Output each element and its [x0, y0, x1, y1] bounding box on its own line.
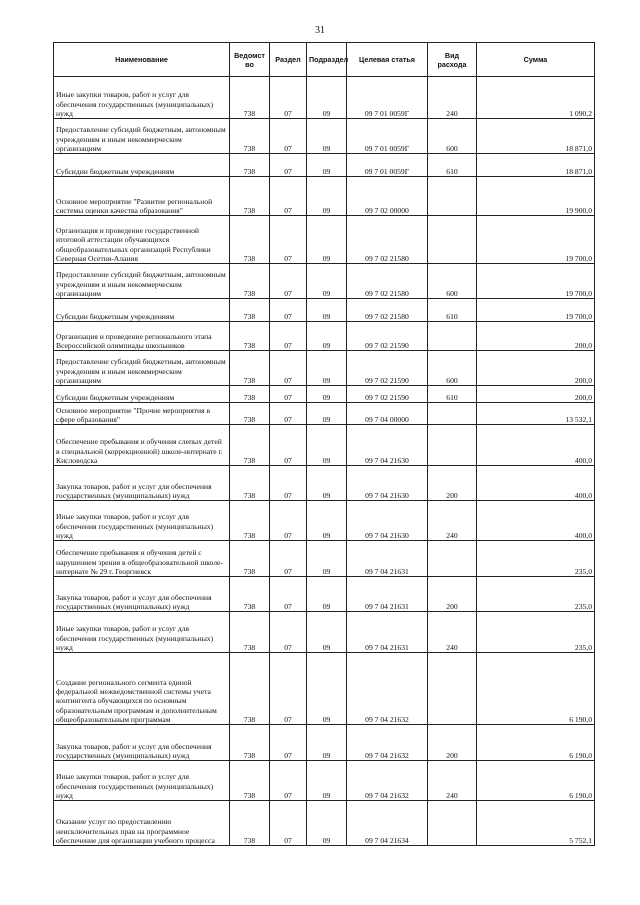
row-dept-cell: 738: [230, 119, 270, 154]
row-expense-type-cell: [428, 403, 477, 425]
row-section-cell: 07: [270, 119, 307, 154]
row-target-cell: 09 7 04 21632: [347, 725, 428, 761]
row-sum-cell: 18 871,0: [477, 154, 595, 177]
row-name-cell: Закупка товаров, работ и услуг для обеспечения государственных (муниципальных) нужд: [54, 466, 230, 501]
row-name-cell: Иные закупки товаров, работ и услуг для обеспечения государственных (муниципальных) нужд: [54, 612, 230, 653]
row-subsection-cell: 09: [307, 425, 347, 466]
row-target-cell: 09 7 04 21632: [347, 653, 428, 725]
table-row: [54, 177, 595, 216]
row-target-cell: 09 7 02 21580: [347, 216, 428, 264]
row-target-cell: 09 7 02 21580: [347, 264, 428, 299]
header-name: Наименование: [54, 43, 230, 77]
row-expense-type-cell: 240: [428, 501, 477, 541]
row-subsection-cell: 09: [307, 725, 347, 761]
row-dept-cell: 738: [230, 386, 270, 403]
row-section-cell: 07: [270, 501, 307, 541]
row-sum-cell: 235,0: [477, 541, 595, 577]
row-name-cell: Основное мероприятие "Прочие мероприятия в сфере образования": [54, 403, 230, 425]
row-dept-cell: 738: [230, 577, 270, 612]
row-subsection-cell: 09: [307, 577, 347, 612]
row-target-cell: 09 7 02 21590: [347, 351, 428, 386]
row-sum-cell: 19 900,0: [477, 177, 595, 216]
row-name-cell: Организация и проведение регионального этапа Всероссийской олимпиады школьников: [54, 322, 230, 351]
table-row: [54, 119, 595, 154]
header-expense-type: Вид расхода: [428, 43, 477, 77]
table-row: [54, 577, 595, 612]
row-dept-cell: 738: [230, 501, 270, 541]
row-name-cell: Предоставление субсидий бюджетным, автономным учреждениям и иным некоммерческим организациям: [54, 351, 230, 386]
row-subsection-cell: 09: [307, 77, 347, 119]
row-name-cell: Закупка товаров, работ и услуг для обеспечения государственных (муниципальных) нужд: [54, 725, 230, 761]
row-name-cell: Организация и проведение государственной итоговой аттестации обучающихся общеобразовательных организаций Республики Северная Осетия-Алания: [54, 216, 230, 264]
row-subsection-cell: 09: [307, 177, 347, 216]
row-target-cell: 09 7 01 0059Г: [347, 77, 428, 119]
row-target-cell: 09 7 04 00000: [347, 403, 428, 425]
row-sum-cell: 6 190,0: [477, 653, 595, 725]
row-section-cell: 07: [270, 725, 307, 761]
row-expense-type-cell: [428, 801, 477, 846]
table-header-row: [54, 43, 595, 77]
row-section-cell: 07: [270, 541, 307, 577]
row-name-cell: Оказание услуг по предоставлению неисключительных прав на программное обеспечение для организации учебного процесса: [54, 801, 230, 846]
row-expense-type-cell: 240: [428, 612, 477, 653]
row-expense-type-cell: 600: [428, 264, 477, 299]
header-dept: Ведомст во: [230, 43, 270, 77]
row-subsection-cell: 09: [307, 154, 347, 177]
row-sum-cell: 235,0: [477, 612, 595, 653]
row-section-cell: 07: [270, 351, 307, 386]
table-row: [54, 425, 595, 466]
row-target-cell: 09 7 04 21630: [347, 425, 428, 466]
row-section-cell: 07: [270, 403, 307, 425]
row-dept-cell: 738: [230, 77, 270, 119]
table-row: [54, 299, 595, 322]
row-subsection-cell: 09: [307, 501, 347, 541]
row-dept-cell: 738: [230, 216, 270, 264]
row-section-cell: 07: [270, 77, 307, 119]
row-sum-cell: 1 090,2: [477, 77, 595, 119]
row-target-cell: 09 7 02 21590: [347, 386, 428, 403]
row-section-cell: 07: [270, 577, 307, 612]
row-section-cell: 07: [270, 154, 307, 177]
table-row: [54, 541, 595, 577]
row-section-cell: 07: [270, 466, 307, 501]
row-expense-type-cell: [428, 425, 477, 466]
table-row: [54, 612, 595, 653]
table-row: [54, 386, 595, 403]
row-target-cell: 09 7 04 21631: [347, 612, 428, 653]
row-expense-type-cell: [428, 177, 477, 216]
row-name-cell: Закупка товаров, работ и услуг для обеспечения государственных (муниципальных) нужд: [54, 577, 230, 612]
row-subsection-cell: 09: [307, 612, 347, 653]
row-subsection-cell: 09: [307, 403, 347, 425]
row-sum-cell: 400,0: [477, 425, 595, 466]
row-expense-type-cell: 240: [428, 77, 477, 119]
row-sum-cell: 18 871,0: [477, 119, 595, 154]
row-expense-type-cell: [428, 541, 477, 577]
row-dept-cell: 738: [230, 466, 270, 501]
row-dept-cell: 738: [230, 801, 270, 846]
row-section-cell: 07: [270, 177, 307, 216]
row-expense-type-cell: [428, 216, 477, 264]
row-section-cell: 07: [270, 653, 307, 725]
row-section-cell: 07: [270, 299, 307, 322]
table-row: [54, 761, 595, 801]
row-dept-cell: 738: [230, 403, 270, 425]
table-row: [54, 653, 595, 725]
header-target: Целевая статья: [347, 43, 428, 77]
row-expense-type-cell: 600: [428, 351, 477, 386]
row-subsection-cell: 09: [307, 322, 347, 351]
table-row: [54, 403, 595, 425]
row-section-cell: 07: [270, 386, 307, 403]
row-target-cell: 09 7 02 21590: [347, 322, 428, 351]
row-sum-cell: 19 700,0: [477, 216, 595, 264]
row-sum-cell: 6 190,0: [477, 761, 595, 801]
table-row: [54, 466, 595, 501]
header-section: Раздел: [270, 43, 307, 77]
row-name-cell: Создание регионального сегмента единой федеральной межведомственной системы учета контингента обучающихся по основным образовательным программам и дополнительным общеобразовательным программам: [54, 653, 230, 725]
row-dept-cell: 738: [230, 351, 270, 386]
row-name-cell: Субсидии бюджетным учреждениям: [54, 386, 230, 403]
row-subsection-cell: 09: [307, 299, 347, 322]
row-target-cell: 09 7 01 0059Г: [347, 119, 428, 154]
row-section-cell: 07: [270, 761, 307, 801]
row-expense-type-cell: 610: [428, 154, 477, 177]
row-name-cell: Основное мероприятие "Развитие региональной системы оценки качества образования": [54, 177, 230, 216]
row-dept-cell: 738: [230, 612, 270, 653]
table-row: [54, 351, 595, 386]
row-subsection-cell: 09: [307, 761, 347, 801]
row-subsection-cell: 09: [307, 466, 347, 501]
row-target-cell: 09 7 04 21630: [347, 501, 428, 541]
row-subsection-cell: 09: [307, 216, 347, 264]
row-dept-cell: 738: [230, 264, 270, 299]
row-name-cell: Предоставление субсидий бюджетным, автономным учреждениям и иным некоммерческим организациям: [54, 264, 230, 299]
row-expense-type-cell: 240: [428, 761, 477, 801]
row-dept-cell: 738: [230, 653, 270, 725]
row-section-cell: 07: [270, 322, 307, 351]
row-target-cell: 09 7 04 21630: [347, 466, 428, 501]
row-subsection-cell: 09: [307, 264, 347, 299]
row-expense-type-cell: 200: [428, 577, 477, 612]
row-expense-type-cell: [428, 322, 477, 351]
row-expense-type-cell: 200: [428, 725, 477, 761]
row-section-cell: 07: [270, 612, 307, 653]
row-subsection-cell: 09: [307, 653, 347, 725]
row-target-cell: 09 7 02 00000: [347, 177, 428, 216]
header-sum: Сумма: [477, 43, 595, 77]
table-row: [54, 264, 595, 299]
row-name-cell: Обеспечение пребывания и обучения детей с нарушением зрения в общеобразовательной школе-интернате № 29 г. Георгиевск: [54, 541, 230, 577]
row-name-cell: Субсидии бюджетным учреждениям: [54, 299, 230, 322]
row-expense-type-cell: [428, 653, 477, 725]
row-sum-cell: 200,0: [477, 351, 595, 386]
row-dept-cell: 738: [230, 761, 270, 801]
row-dept-cell: 738: [230, 154, 270, 177]
table-row: [54, 216, 595, 264]
row-section-cell: 07: [270, 801, 307, 846]
row-subsection-cell: 09: [307, 541, 347, 577]
row-subsection-cell: 09: [307, 351, 347, 386]
row-name-cell: Иные закупки товаров, работ и услуг для обеспечения государственных (муниципальных) нужд: [54, 77, 230, 119]
row-dept-cell: 738: [230, 177, 270, 216]
row-section-cell: 07: [270, 425, 307, 466]
row-target-cell: 09 7 04 21631: [347, 577, 428, 612]
row-sum-cell: 400,0: [477, 501, 595, 541]
row-expense-type-cell: 610: [428, 386, 477, 403]
row-dept-cell: 738: [230, 541, 270, 577]
row-sum-cell: 19 700,0: [477, 264, 595, 299]
row-subsection-cell: 09: [307, 386, 347, 403]
table-row: [54, 322, 595, 351]
table-row: [54, 154, 595, 177]
row-target-cell: 09 7 04 21632: [347, 761, 428, 801]
table-row: [54, 725, 595, 761]
row-dept-cell: 738: [230, 425, 270, 466]
row-subsection-cell: 09: [307, 119, 347, 154]
row-name-cell: Иные закупки товаров, работ и услуг для обеспечения государственных (муниципальных) нужд: [54, 761, 230, 801]
row-section-cell: 07: [270, 264, 307, 299]
row-sum-cell: 19 700,0: [477, 299, 595, 322]
row-sum-cell: 235,0: [477, 577, 595, 612]
row-expense-type-cell: 610: [428, 299, 477, 322]
row-sum-cell: 5 752,1: [477, 801, 595, 846]
header-subsection: Подраздел: [307, 43, 347, 77]
row-expense-type-cell: 200: [428, 466, 477, 501]
table-row: [54, 501, 595, 541]
table-row: [54, 801, 595, 846]
row-name-cell: Обеспечение пребывания и обучения слепых детей в специальной (коррекционной) школе-интернате г. Кисловодска: [54, 425, 230, 466]
row-name-cell: Иные закупки товаров, работ и услуг для обеспечения государственных (муниципальных) нужд: [54, 501, 230, 541]
row-name-cell: Субсидии бюджетным учреждениям: [54, 154, 230, 177]
row-dept-cell: 738: [230, 299, 270, 322]
row-target-cell: 09 7 04 21631: [347, 541, 428, 577]
row-sum-cell: 13 532,1: [477, 403, 595, 425]
row-section-cell: 07: [270, 216, 307, 264]
row-sum-cell: 200,0: [477, 322, 595, 351]
row-sum-cell: 200,0: [477, 386, 595, 403]
row-target-cell: 09 7 04 21634: [347, 801, 428, 846]
row-expense-type-cell: 600: [428, 119, 477, 154]
row-name-cell: Предоставление субсидий бюджетным, автономным учреждениям и иным некоммерческим организациям: [54, 119, 230, 154]
row-target-cell: 09 7 01 0059Г: [347, 154, 428, 177]
page-number: 31: [315, 25, 325, 36]
row-sum-cell: 400,0: [477, 466, 595, 501]
row-sum-cell: 6 190,0: [477, 725, 595, 761]
budget-table: [53, 42, 595, 846]
row-target-cell: 09 7 02 21580: [347, 299, 428, 322]
table-row: [54, 77, 595, 119]
row-dept-cell: 738: [230, 322, 270, 351]
row-dept-cell: 738: [230, 725, 270, 761]
row-subsection-cell: 09: [307, 801, 347, 846]
